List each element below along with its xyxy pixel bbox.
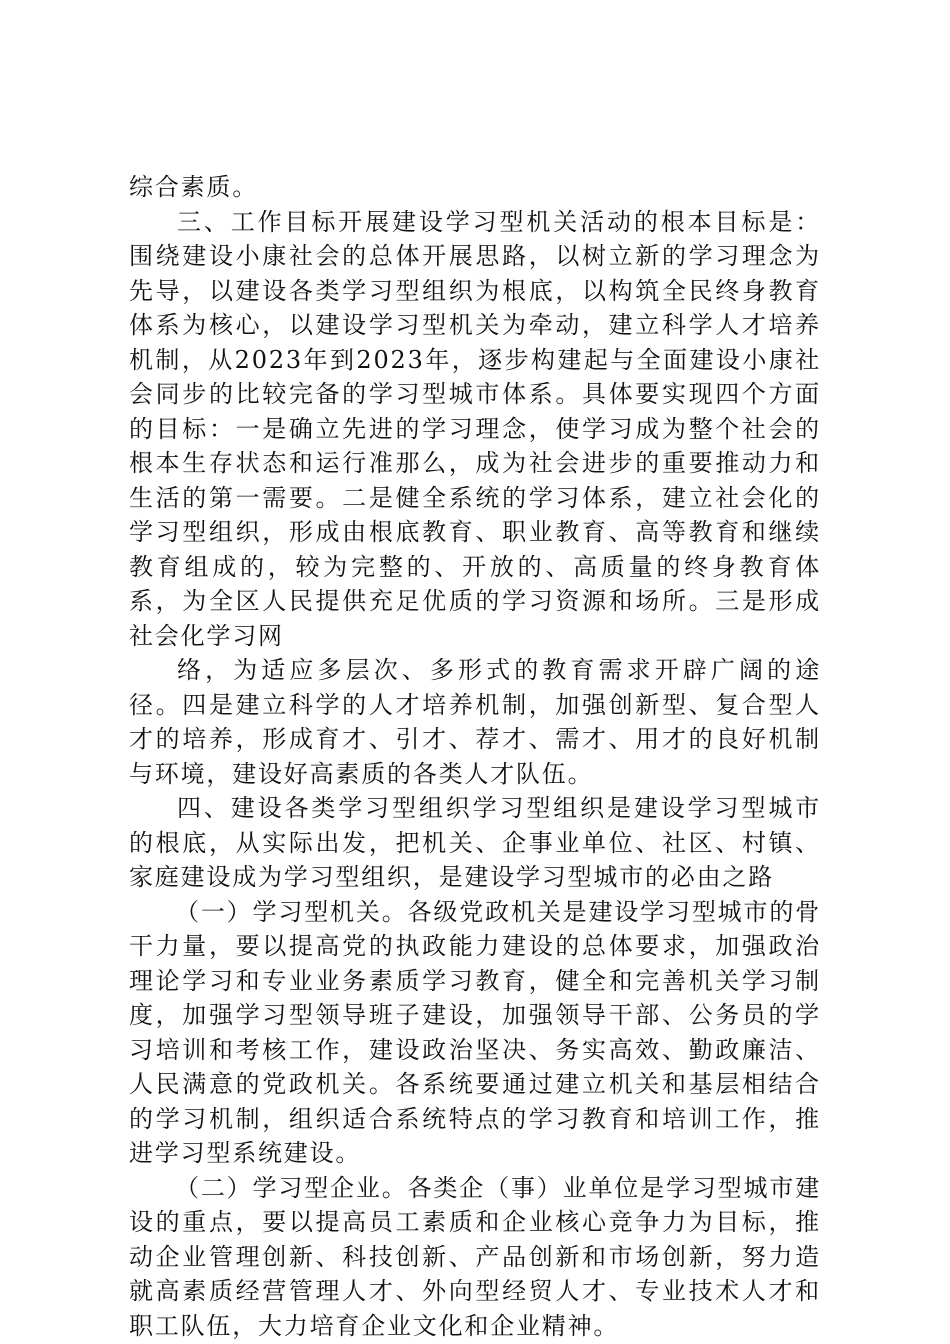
paragraph-learning-agencies: （一）学习型机关。各级党政机关是建设学习型城市的骨干力量，要以提高党的执政能力建设的总体要求，加强政治理论学习和专业业务素质学习教育，健全和完善机关学习制度，加强学习型领导班子建设，加强领导干部、公务员的学习培训和考核工作，建设政治坚决、务实高效、勤政廉洁、人民满意的党政机关。各系统要通过建立机关和基层相结合的学习机制，组织适合系统特点的学习教育和培训工作，推进学习型系统建设。 <box>129 897 821 1167</box>
paragraph-learning-enterprises: （二）学习型企业。各类企（事）业单位是学习型城市建设的重点，要以提高员工素质和企业核心竞争力为目标，推动企业管理创新、科技创新、产品创新和市场创新，努力造就高素质经营管理人才、外向型经贸人才、专业技术人才和职工队伍，大力培育企业文化和企业精神。 <box>129 1173 821 1340</box>
paragraph-work-goals: 三、工作目标开展建设学习型机关活动的根本目标是：围绕建设小康社会的总体开展思路，以树立新的学习理念为先导，以建设各类学习型组织为根底，以构筑全民终身教育体系为核心，以建设学习型机关为牵动，建立科学人才培养机制，从2023年到2023年，逐步构建起与全面建设小康社会同步的比较完备的学习型城市体系。具体要实现四个方面的目标：一是确立先进的学习理念，使学习成为整个社会的根本生存状态和运行准那么，成为社会进步的重要推动力和生活的第一需要。二是健全系统的学习体系，建立社会化的学习型组织，形成由根底教育、职业教育、高等教育和继续教育组成的，较为完整的、开放的、高质量的终身教育体系，为全区人民提供充足优质的学习资源和场所。三是形成社会化学习网 <box>129 207 821 650</box>
document-body <box>129 170 821 1343</box>
paragraph-continuation: 络，为适应多层次、多形式的教育需求开辟广阔的途径。四是建立科学的人才培养机制，加强创新型、复合型人才的培养，形成育才、引才、荐才、需才、用才的良好机制与环境，建设好高素质的各类人才队伍。 <box>129 656 821 788</box>
paragraph-1: 综合素质。 <box>129 173 258 201</box>
paragraph-learning-organizations: 四、建设各类学习型组织学习型组织是建设学习型城市的根底，从实际出发，把机关、企事业单位、社区、村镇、家庭建设成为学习型组织，是建设学习型城市的必由之路 <box>129 794 821 891</box>
